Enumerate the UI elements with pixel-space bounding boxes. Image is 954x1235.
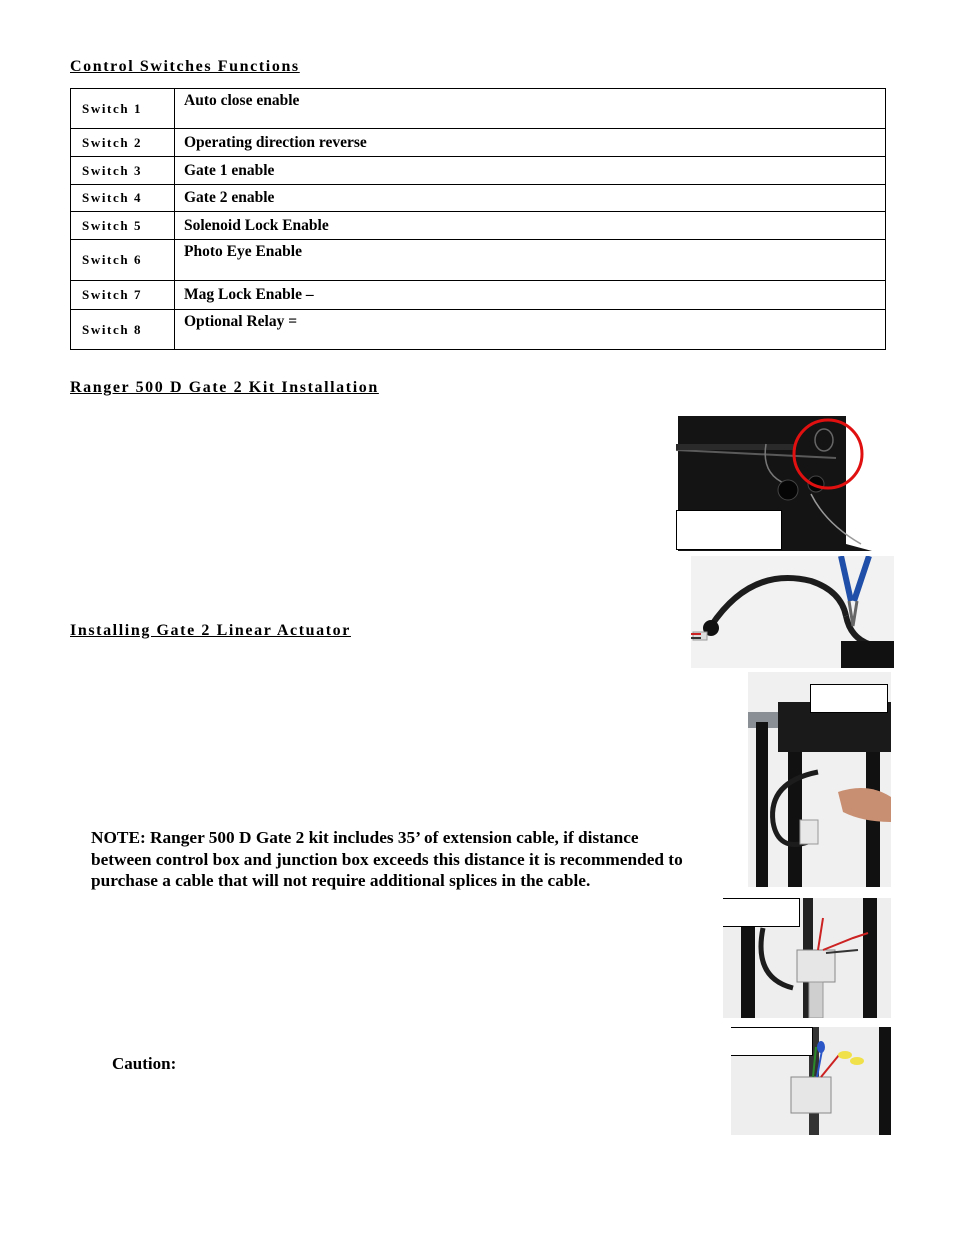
table-row [71,157,886,185]
switch-label: Switch 7 [71,281,175,310]
control-box-photo [676,414,882,551]
photo-label-box [676,510,782,550]
highlight-circle [794,420,862,488]
table-row [71,185,886,212]
switch-label: Switch 4 [71,185,175,212]
cable-pliers-photo [691,556,894,668]
switch-label: Switch 3 [71,157,175,185]
switch-label: Switch 1 [71,89,175,129]
switch-label: Switch 5 [71,212,175,240]
table-row [71,240,886,281]
switch-label: Switch 6 [71,240,175,281]
switch-label: Switch 2 [71,129,175,157]
switch-function: Gate 2 enable [175,185,886,212]
table-row [71,89,886,129]
switch-function: Auto close enable [175,89,886,129]
actuator-heading: Installing Gate 2 Linear Actuator [70,622,351,639]
extension-cable-note: NOTE: Ranger 500 D Gate 2 kit includes 35’ of extension cable, if distance between control box and junction box exceeds this distance it is recommended to purchase a cable that will not require additional splices in the cable. [91,828,683,890]
table-row [71,310,886,350]
table-row [71,281,886,310]
switch-function: Mag Lock Enable – [175,281,886,310]
table-row [71,212,886,240]
caution-label: Caution: [112,1054,177,1073]
switch-function: Solenoid Lock Enable [175,212,886,240]
junction-box-photo [723,898,891,1018]
switch-label: Switch 8 [71,310,175,350]
table-row [71,129,886,157]
switch-function: Operating direction reverse [175,129,886,157]
gate-post-photo [748,672,891,887]
switch-function: Optional Relay = [175,310,886,350]
photo-label-box [731,1027,813,1056]
control-switches-heading: Control Switches Functions [70,58,300,75]
switch-function: Photo Eye Enable [175,240,886,281]
gate2-kit-heading: Ranger 500 D Gate 2 Kit Installation [70,379,379,396]
switch-functions-table [70,88,886,350]
photo-label-box [810,684,888,713]
wire-nuts-photo [731,1027,891,1135]
photo-label-box [723,898,800,927]
switch-function: Gate 1 enable [175,157,886,185]
